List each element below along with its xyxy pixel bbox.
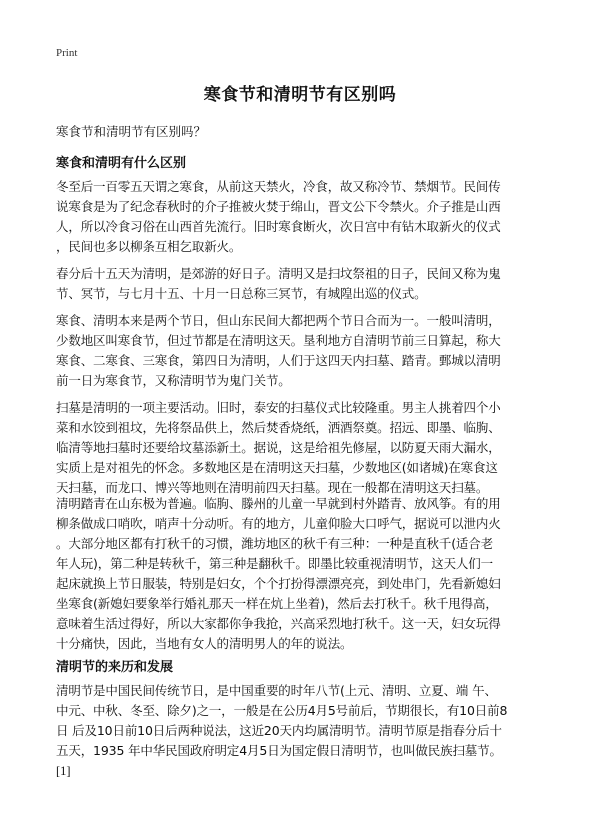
page-title: 寒食节和清明节有区别吗: [203, 85, 397, 105]
text-line: 起床就换上节日服装，特别是妇女，个个打扮得漂漂亮亮，到处串门，先看新媳妇: [56, 576, 501, 591]
paragraph-qingming-def: [56, 264, 550, 304]
text-line: 十分痛快，因此，当地有女人的清明男人的年的说法。: [56, 636, 353, 651]
text-line: 五天，1935 年中华民国政府明定4月5日为国定假日清明节，也叫做民族扫墓节。: [56, 743, 502, 758]
text-line: 人，所以冷食习俗在山西首先流行。旧时寒食断火，次日宫中有钻木取新火的仪式: [56, 219, 501, 234]
text-line: 前一日为寒食节，又称清明节为鬼门关节。: [56, 373, 291, 388]
text-line: 意味着生活过得好，所以大家都你争我抢，兴高采烈地打秋千。这一天，妇女玩得: [56, 616, 501, 631]
text-line: 春分后十五天为清明，是郊游的好日子。清明又是扫坟祭祖的日子，民间又称为鬼: [56, 266, 501, 281]
text-line: 节、冥节，与七月十五、十月一日总称三冥节，有城隍出巡的仪式。: [56, 286, 427, 301]
text-line: 中元、中秋、冬至、除夕)之一，一般是在公历4月5号前后，节期很长，有10日前8: [56, 703, 508, 718]
paragraph-history: [56, 681, 550, 761]
text-line: 天扫墓，而龙口、博兴等地则在清明前四天扫墓。现在一般都在清明这天扫墓。: [56, 480, 489, 495]
text-line: 寒食、清明本来是两个节日，但山东民间大都把两个节日合而为一。一般叫清明，: [56, 313, 501, 328]
text-line: 寒食、二寒食、三寒食，第四日为清明，人们于这四天内扫墓、踏青。鄄城以清明: [56, 353, 501, 368]
text-line: 清明节是中国民间传统节日，是中国重要的时年八节(上元、清明、立夏、端 午、: [56, 683, 497, 698]
text-line: 扫墓是清明的一项主要活动。旧时，泰安的扫墓仪式比较隆重。男主人挑着四个小: [56, 400, 501, 415]
section-heading-difference: 寒食和清明有什么区别: [56, 156, 187, 171]
text-line: 实质上是对祖先的怀念。多数地区是在清明这天扫墓，少数地区(如诸城)在寒食这: [56, 460, 498, 475]
text-line: 清明踏青在山东极为普遍。临朐、滕州的儿童一早就到村外踏青、放风筝。有的用: [56, 496, 501, 511]
text-line: 冬至后一百零五天谓之寒食，从前这天禁火，冷食，故又称冷节、禁烟节。民间传: [56, 179, 501, 194]
text-line: 坐寒食(新媳妇要象举行婚礼那天一样在炕上坐着)，然后去打秋千。秋千甩得高，: [56, 596, 498, 611]
paragraph-tomb-sweeping: [56, 398, 550, 498]
text-line: 年人玩)，第二种是转秋千，第三种是翻秋千。即墨比较重视清明节，这天人们一: [56, 556, 493, 571]
text-line: 柳条做成口哨吹，哨声十分动听。有的地方，儿童仰脸大口呼气，据说可以泄内火: [56, 516, 501, 531]
text-line: 。大部分地区都有打秋千的习惯，潍坊地区的秋千有三种：一种是直秋千(适合老: [56, 536, 493, 551]
citation-link[interactable]: [1]: [56, 764, 71, 778]
paragraph-outing-swings: [56, 494, 550, 654]
section-heading-history: 清明节的来历和发展: [56, 660, 174, 675]
text-line: ，民间也多以柳条互相乞取新火。: [56, 239, 242, 254]
text-line: 说寒食是为了纪念春秋时的介子推被火焚于绵山，晋文公下令禁火。介子推是山西: [56, 199, 501, 214]
text-line: 少数地区叫寒食节，但过节都是在清明这天。垦利地方自清明节前三日算起，称大: [56, 333, 501, 348]
subtitle: 寒食节和清明节有区别吗？: [56, 124, 207, 139]
text-line: 日 后及10日前10日后两种说法，这近20天内均属清明节。清明节原是指春分后十: [56, 723, 502, 738]
paragraph-hanshi-origin: [56, 177, 550, 257]
print-link[interactable]: Print: [56, 47, 78, 59]
text-line: 临清等地扫墓时还要给坟墓添新土。据说，这是给祖先修屋，以防夏天雨大漏水，: [56, 440, 501, 455]
paragraph-shandong-merge: [56, 311, 550, 391]
text-line: 菜和水饺到祖坟，先将祭品供上，然后焚香烧纸，洒酒祭奠。招远、即墨、临朐、: [56, 420, 501, 435]
